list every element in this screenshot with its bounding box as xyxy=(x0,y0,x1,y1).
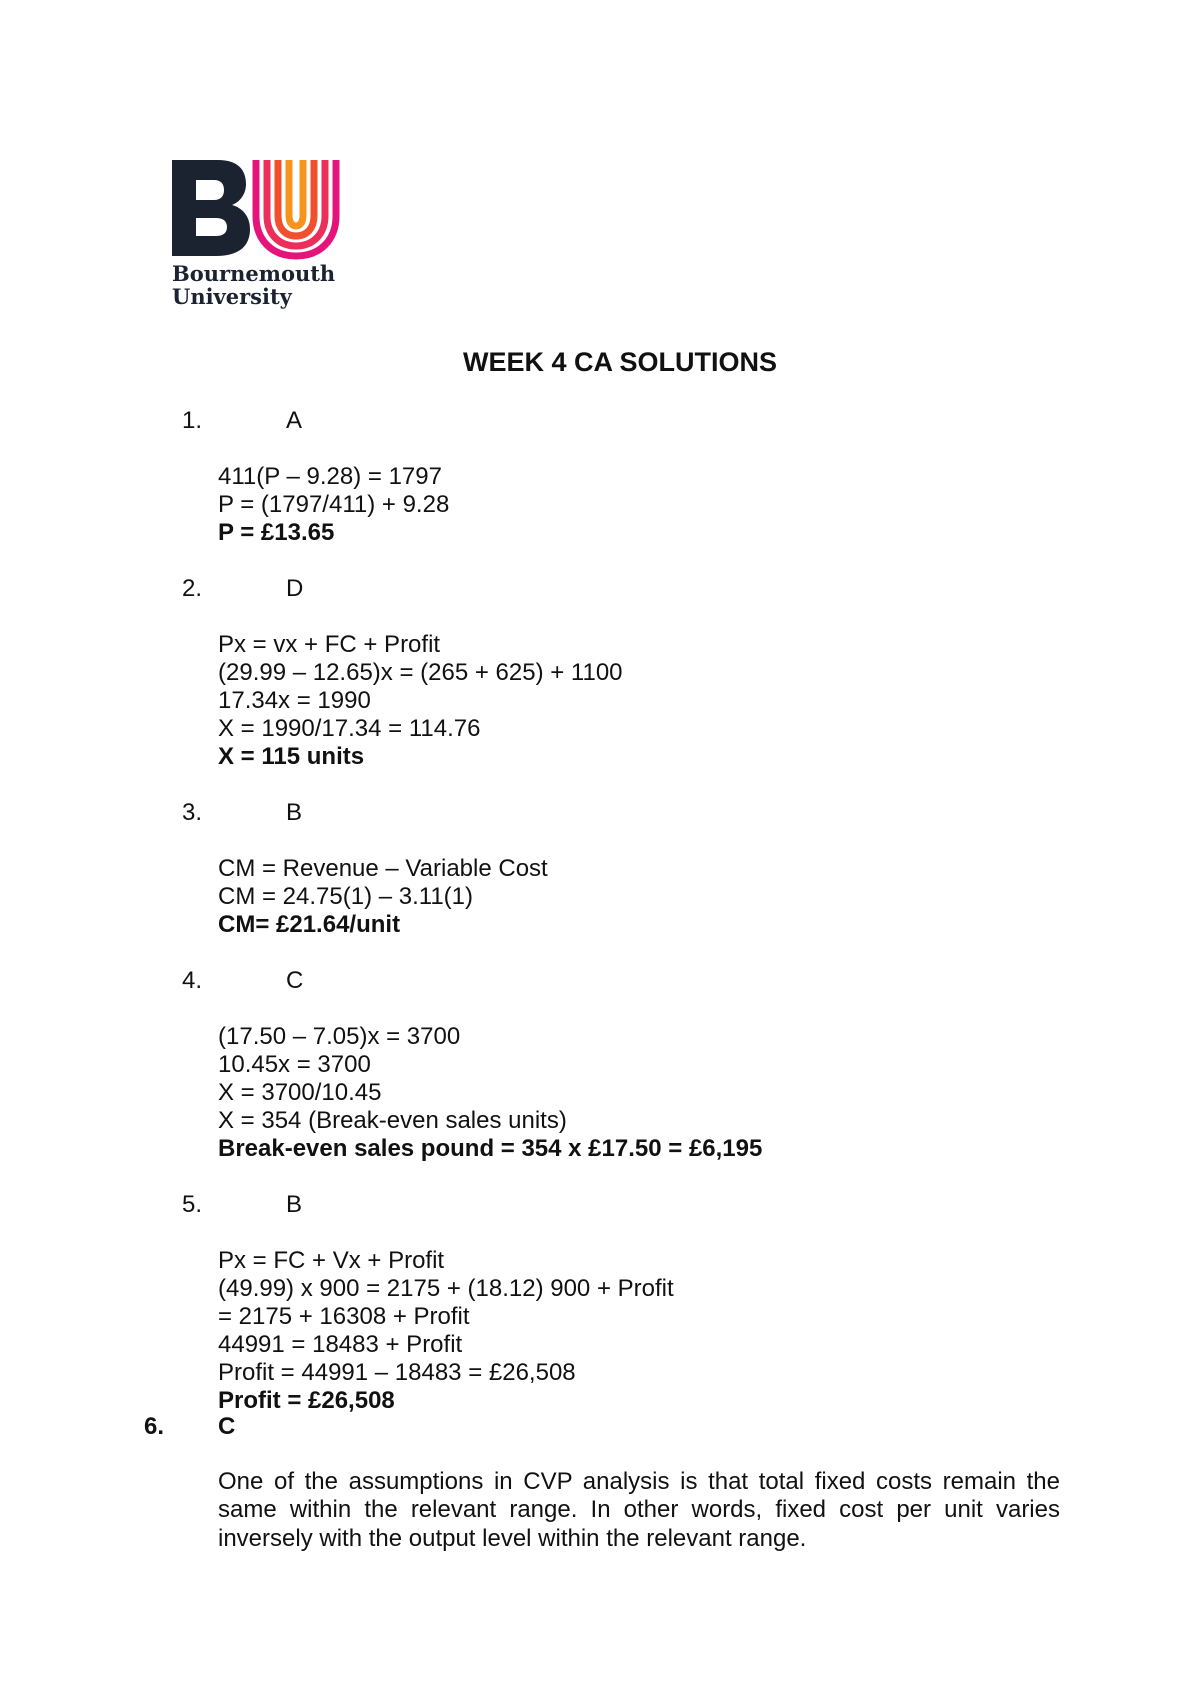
working-line: (17.50 – 7.05)x = 3700 xyxy=(218,1023,461,1050)
working-line: Px = FC + Vx + Profit xyxy=(218,1247,445,1274)
working-line: X = 1990/17.34 = 114.76 xyxy=(218,715,481,742)
question-1-working xyxy=(218,463,449,547)
bu-logo-mark xyxy=(172,158,342,260)
working-line: Px = vx + FC + Profit xyxy=(218,631,441,658)
working-line: = 2175 + 16308 + Profit xyxy=(218,1303,470,1330)
working-line: 17.34x = 1990 xyxy=(218,687,371,714)
question-answer: B xyxy=(286,799,303,826)
working-line: 10.45x = 3700 xyxy=(218,1051,371,1078)
working-line: Profit = 44991 – 18483 = £26,508 xyxy=(218,1359,576,1386)
logo-text-line1: Bournemouth xyxy=(172,261,336,286)
working-line: 411(P – 9.28) = 1797 xyxy=(218,463,442,490)
question-2-working xyxy=(218,631,623,771)
working-line: CM = Revenue – Variable Cost xyxy=(218,855,548,882)
question-answer: C xyxy=(286,967,304,994)
question-number: 4. xyxy=(182,967,203,994)
working-result: Break-even sales pound = 354 x £17.50 = £6,195 xyxy=(218,1135,763,1162)
question-answer: A xyxy=(286,407,303,434)
question-number: 3. xyxy=(182,799,203,826)
working-line: CM = 24.75(1) – 3.11(1) xyxy=(218,883,474,910)
university-logo xyxy=(172,158,342,308)
question-number: 2. xyxy=(182,575,203,602)
question-answer: C xyxy=(218,1413,236,1440)
working-line: P = (1797/411) + 9.28 xyxy=(218,491,450,518)
question-number: 6. xyxy=(144,1413,165,1440)
page-title: WEEK 4 CA SOLUTIONS xyxy=(462,347,778,377)
working-line: (29.99 – 12.65)x = (265 + 625) + 1100 xyxy=(218,659,623,686)
question-5-working xyxy=(218,1247,674,1415)
question-answer: B xyxy=(286,1191,303,1218)
question-4-working xyxy=(218,1023,762,1163)
working-line: X = 3700/10.45 xyxy=(218,1079,382,1106)
working-result: P = £13.65 xyxy=(218,519,335,546)
working-line: (49.99) x 900 = 2175 + (18.12) 900 + Profit xyxy=(218,1275,674,1302)
question-6-explanation: One of the assumptions in CVP analysis is that total fixed costs remain the same within the relevant range. In other words, fixed cost per unit varies inversely with the output level within the relevant range. xyxy=(218,1468,1060,1552)
working-result: X = 115 units xyxy=(218,743,365,770)
question-number: 5. xyxy=(182,1191,203,1218)
working-line: 44991 = 18483 + Profit xyxy=(218,1331,463,1358)
working-result: CM= £21.64/unit xyxy=(218,911,401,938)
question-number: 1. xyxy=(182,407,203,434)
working-result: Profit = £26,508 xyxy=(218,1387,395,1414)
question-3-working xyxy=(218,855,548,939)
working-line: X = 354 (Break-even sales units) xyxy=(218,1107,567,1134)
logo-text-line2: University xyxy=(172,284,292,309)
question-answer: D xyxy=(286,575,304,602)
